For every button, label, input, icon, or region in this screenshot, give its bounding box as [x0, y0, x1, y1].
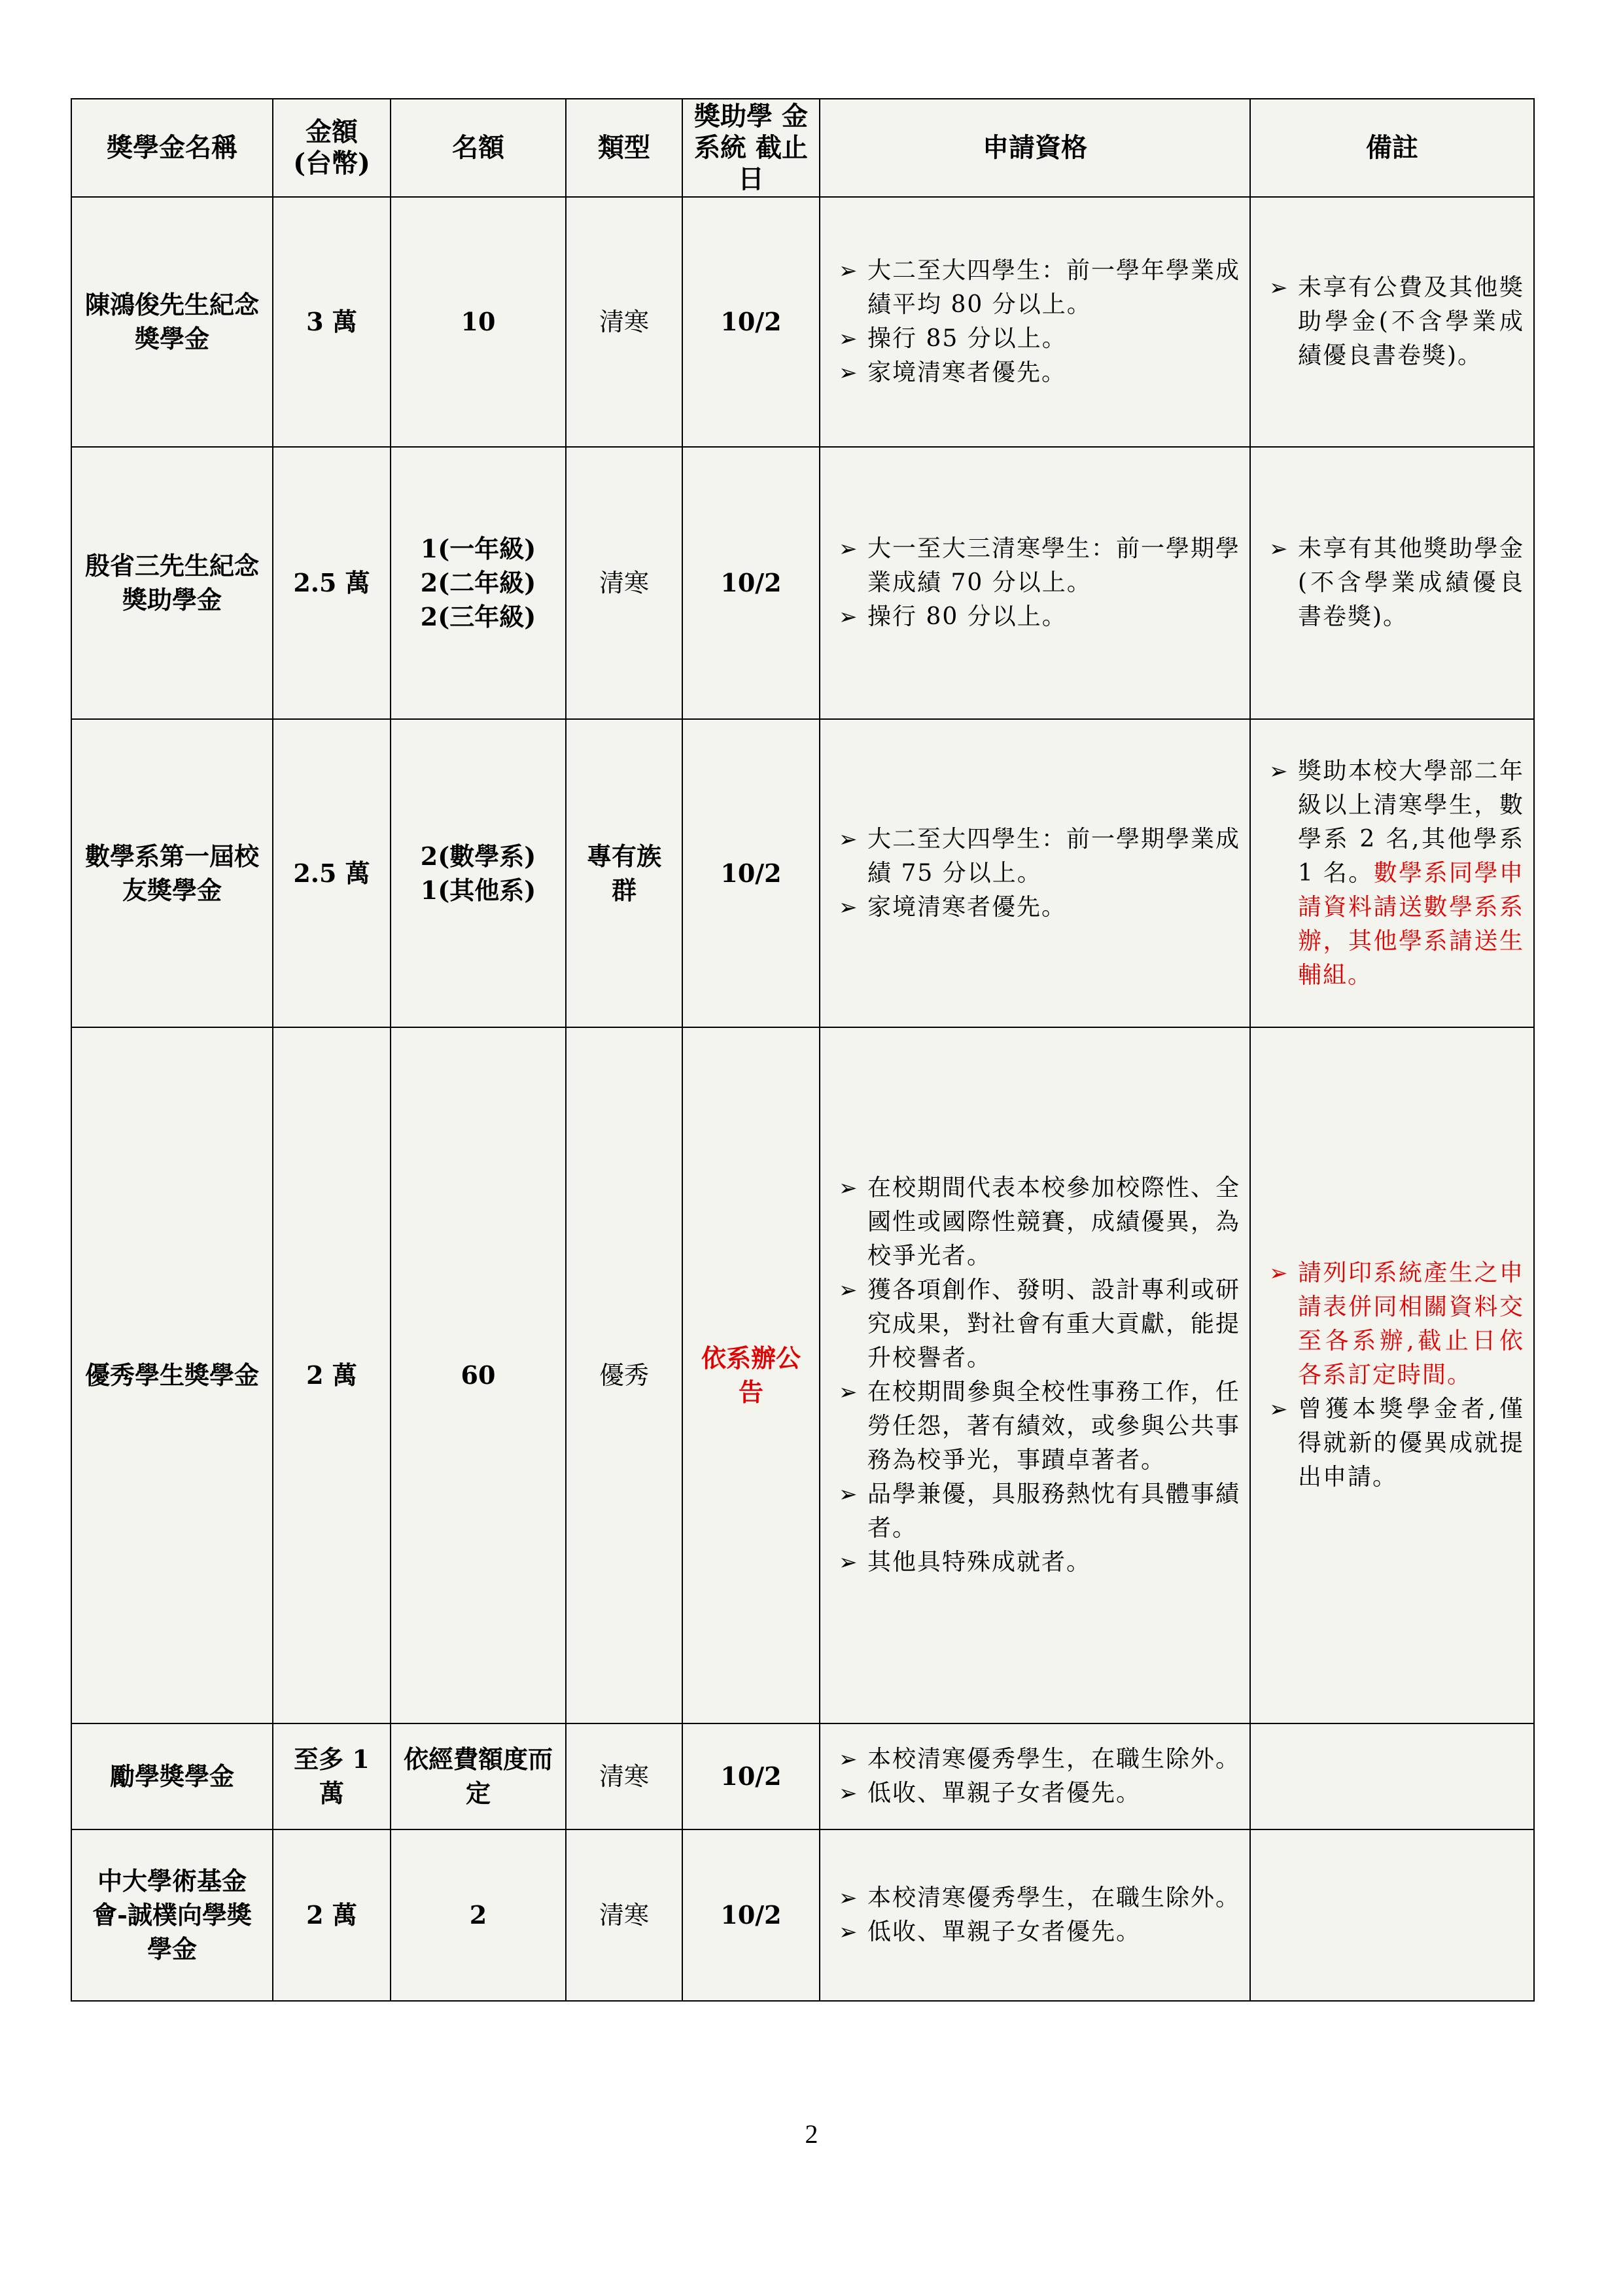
scholarship-deadline: 10/2 [682, 1723, 820, 1829]
eligibility-text: 其他具特殊成就者。 [867, 1549, 1092, 1576]
arrow-bullet-icon: ➢ [839, 1885, 859, 1911]
header-amount: 金額 (台幣) [273, 99, 391, 197]
notes-cell [1250, 197, 1534, 447]
eligibility-cell [820, 1027, 1250, 1723]
header-name: 獎學金名稱 [71, 99, 273, 197]
notes-list [1260, 532, 1524, 634]
notes-text: 未享有其他獎助學金(不含學業成績優良書卷獎)。 [1298, 535, 1524, 630]
list-item [829, 1273, 1240, 1375]
notes-list [1260, 1256, 1524, 1494]
list-item [829, 322, 1240, 356]
list-item [829, 1915, 1240, 1949]
eligibility-cell [820, 197, 1250, 447]
eligibility-text: 在校期間代表本校參加校際性、全國性或國際性競賽，成績優異，為校爭光者。 [867, 1174, 1241, 1269]
eligibility-list [829, 1742, 1240, 1810]
scholarship-type: 優秀 [566, 1027, 682, 1723]
eligibility-text: 本校清寒優秀學生，在職生除外。 [867, 1746, 1241, 1773]
list-item [829, 891, 1240, 925]
eligibility-text: 大二至大四學生：前一學年學業成績平均 80 分以上。 [867, 257, 1241, 318]
notes-list [1260, 754, 1524, 993]
eligibility-cell [820, 1829, 1250, 2001]
arrow-bullet-icon: ➢ [839, 1780, 859, 1807]
list-item [1260, 532, 1524, 634]
eligibility-text: 低收、單親子女者優先。 [867, 1780, 1142, 1807]
scholarship-name: 陳鴻俊先生紀念獎學金 [71, 197, 273, 447]
eligibility-text: 大二至大四學生：前一學期學業成績 75 分以上。 [867, 825, 1241, 887]
list-item [829, 356, 1240, 390]
list-item [829, 1545, 1240, 1580]
header-notes: 備註 [1250, 99, 1534, 197]
arrow-bullet-icon: ➢ [839, 1277, 859, 1303]
scholarship-deadline: 10/2 [682, 1829, 820, 2001]
notes-cell [1250, 447, 1534, 719]
scholarship-quota: 60 [391, 1027, 566, 1723]
list-item [829, 822, 1240, 891]
notes-highlight-text: 請列印系統產生之申請表併同相關資料交至各系辦,截止日依各系訂定時間。 [1298, 1260, 1524, 1388]
list-item [829, 1742, 1240, 1776]
table-row [71, 1829, 1534, 2001]
table-header-row [71, 99, 1534, 197]
scholarship-quota: 1(一年級) 2(二年級) 2(三年級) [391, 447, 566, 719]
list-item [829, 1776, 1240, 1810]
eligibility-text: 本校清寒優秀學生，在職生除外。 [867, 1884, 1241, 1911]
eligibility-list [829, 532, 1240, 634]
scholarship-amount: 2 萬 [273, 1027, 391, 1723]
notes-text: 未享有公費及其他獎助學金(不含學業成績優良書卷獎)。 [1298, 274, 1524, 369]
list-item [829, 1881, 1240, 1915]
notes-cell [1250, 1723, 1534, 1829]
eligibility-text: 在校期間參與全校性事務工作，任勞任怨，著有績效，或參與公共事務為校爭光，事蹟卓著者。 [867, 1379, 1241, 1474]
eligibility-text: 操行 80 分以上。 [867, 603, 1067, 630]
arrow-bullet-icon: ➢ [1269, 758, 1289, 785]
eligibility-text: 獲各項創作、發明、設計專利或研究成果，對社會有重大貢獻，能提升校譽者。 [867, 1277, 1241, 1371]
list-item [829, 1375, 1240, 1477]
notes-list [1260, 271, 1524, 373]
eligibility-list [829, 1881, 1240, 1949]
arrow-bullet-icon: ➢ [839, 1379, 859, 1405]
list-item [1260, 1256, 1524, 1392]
scholarship-name: 中大學術基金會-誠樸向學獎學金 [71, 1829, 273, 2001]
scholarship-type: 清寒 [566, 447, 682, 719]
arrow-bullet-icon: ➢ [839, 536, 859, 562]
arrow-bullet-icon: ➢ [1269, 1260, 1289, 1286]
scholarship-type: 清寒 [566, 197, 682, 447]
notes-text: 曾獲本獎學金者,僅得就新的優異成就提出申請。 [1298, 1396, 1524, 1491]
arrow-bullet-icon: ➢ [839, 1175, 859, 1201]
eligibility-text: 家境清寒者優先。 [867, 893, 1067, 921]
scholarship-table [71, 98, 1535, 2002]
arrow-bullet-icon: ➢ [839, 258, 859, 284]
scholarship-amount: 2.5 萬 [273, 447, 391, 719]
table-row [71, 1027, 1534, 1723]
scholarship-name: 勵學獎學金 [71, 1723, 273, 1829]
header-deadline: 獎助學 金系統 截止日 [682, 99, 820, 197]
scholarship-deadline: 依系辦公告 [682, 1027, 820, 1723]
arrow-bullet-icon: ➢ [839, 1746, 859, 1773]
list-item [829, 532, 1240, 600]
notes-text: 獎助本校大學部二年級以上清寒學生，數學系 2 名,其他學系 1 名。 [1298, 757, 1524, 887]
table-row [71, 197, 1534, 447]
scholarship-name: 殷省三先生紀念獎助學金 [71, 447, 273, 719]
scholarship-quota: 2(數學系) 1(其他系) [391, 719, 566, 1027]
eligibility-text: 家境清寒者優先。 [867, 359, 1067, 386]
eligibility-text: 大一至大三清寒學生：前一學期學業成績 70 分以上。 [867, 535, 1241, 596]
eligibility-text: 操行 85 分以上。 [867, 325, 1067, 352]
scholarship-name: 數學系第一屆校友獎學金 [71, 719, 273, 1027]
arrow-bullet-icon: ➢ [839, 604, 859, 630]
scholarship-amount: 2.5 萬 [273, 719, 391, 1027]
table-row [71, 719, 1534, 1027]
list-item [1260, 271, 1524, 373]
header-type: 類型 [566, 99, 682, 197]
list-item [829, 254, 1240, 322]
eligibility-text: 低收、單親子女者優先。 [867, 1918, 1142, 1945]
arrow-bullet-icon: ➢ [839, 1919, 859, 1945]
scholarship-quota: 依經費額度而定 [391, 1723, 566, 1829]
eligibility-cell [820, 1723, 1250, 1829]
table-row [71, 1723, 1534, 1829]
notes-cell [1250, 1829, 1534, 2001]
arrow-bullet-icon: ➢ [1269, 275, 1289, 301]
arrow-bullet-icon: ➢ [1269, 1396, 1289, 1422]
notes-cell [1250, 719, 1534, 1027]
scholarship-type: 清寒 [566, 1829, 682, 2001]
scholarship-type: 清寒 [566, 1723, 682, 1829]
list-item [829, 1477, 1240, 1545]
header-eligibility: 申請資格 [820, 99, 1250, 197]
list-item [1260, 1392, 1524, 1494]
scholarship-amount: 2 萬 [273, 1829, 391, 2001]
scholarship-quota: 10 [391, 197, 566, 447]
arrow-bullet-icon: ➢ [839, 826, 859, 853]
scholarship-amount: 至多 1 萬 [273, 1723, 391, 1829]
eligibility-text: 品學兼優，具服務熱忱有具體事績者。 [867, 1481, 1241, 1542]
scholarship-deadline: 10/2 [682, 447, 820, 719]
table-row [71, 447, 1534, 719]
notes-cell [1250, 1027, 1534, 1723]
list-item [829, 1171, 1240, 1273]
scholarship-deadline: 10/2 [682, 197, 820, 447]
arrow-bullet-icon: ➢ [839, 894, 859, 921]
arrow-bullet-icon: ➢ [839, 360, 859, 386]
arrow-bullet-icon: ➢ [1269, 536, 1289, 562]
scholarship-deadline: 10/2 [682, 719, 820, 1027]
eligibility-list [829, 254, 1240, 390]
list-item [1260, 754, 1524, 993]
list-item [829, 600, 1240, 634]
arrow-bullet-icon: ➢ [839, 1549, 859, 1576]
page-number: 2 [805, 2119, 818, 2149]
scholarship-quota: 2 [391, 1829, 566, 2001]
arrow-bullet-icon: ➢ [839, 326, 859, 352]
header-quota: 名額 [391, 99, 566, 197]
notes-highlight-text: 數學系同學申請資料請送數學系系辦，其他學系請送生輔組。 [1298, 859, 1524, 989]
eligibility-list [829, 1171, 1240, 1580]
eligibility-list [829, 822, 1240, 925]
eligibility-cell [820, 719, 1250, 1027]
scholarship-amount: 3 萬 [273, 197, 391, 447]
scholarship-name: 優秀學生獎學金 [71, 1027, 273, 1723]
eligibility-cell [820, 447, 1250, 719]
arrow-bullet-icon: ➢ [839, 1481, 859, 1508]
scholarship-type: 專有族群 [566, 719, 682, 1027]
